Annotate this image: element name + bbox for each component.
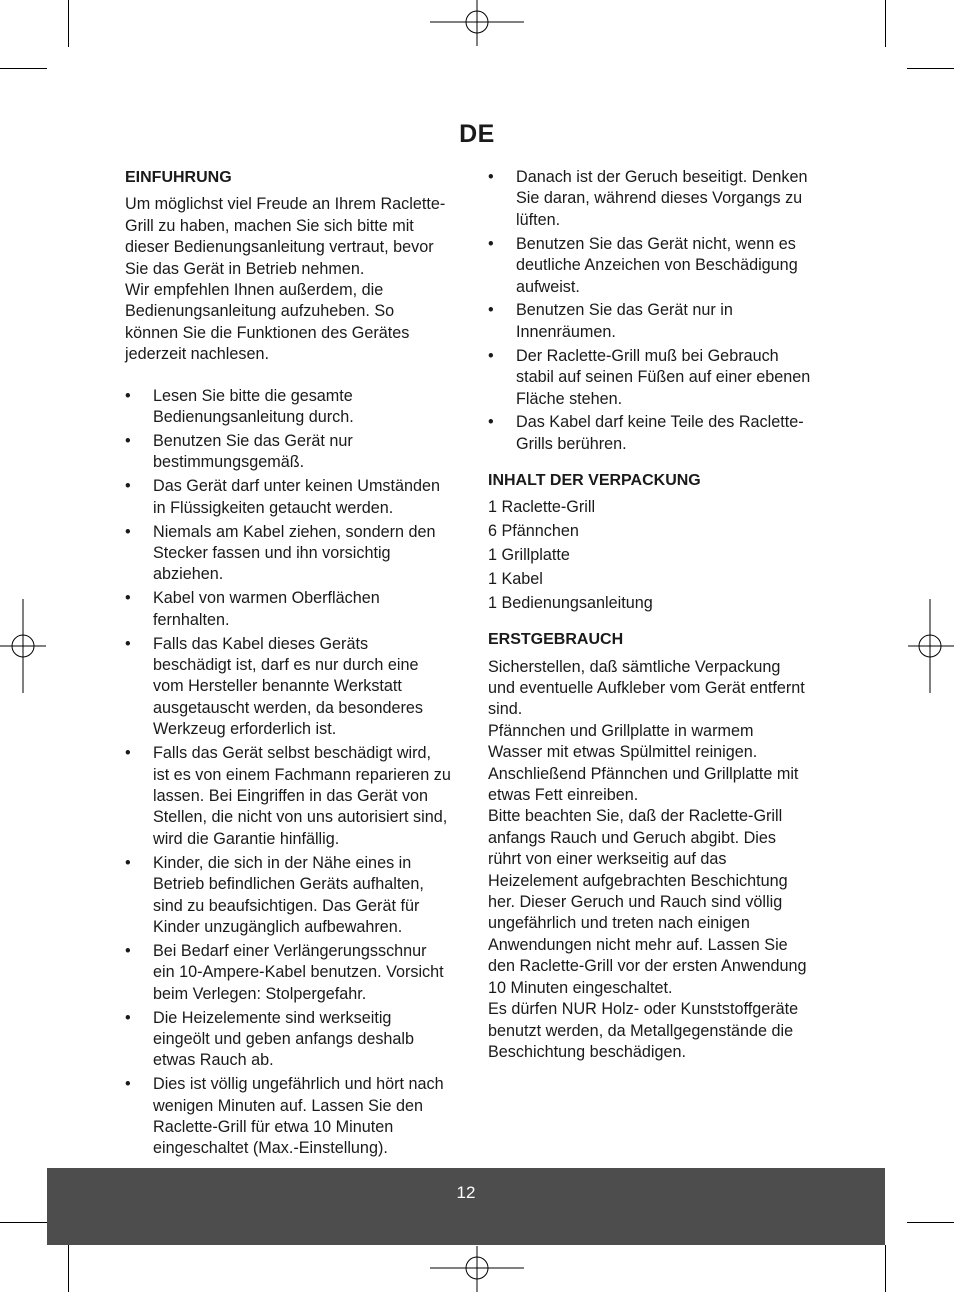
- first-use-paragraph: [488, 657, 833, 1064]
- crop-mark: [885, 0, 886, 47]
- first-use-line: Es dürfen NUR Holz- oder Kunststoffgeräte: [488, 1000, 799, 1019]
- list-item-line: Das Gerät darf unter keinen Umständen: [153, 477, 441, 496]
- list-item: [125, 522, 470, 586]
- crop-mark: [68, 1245, 69, 1292]
- right-column: [488, 167, 833, 1063]
- list-item-line: Dies ist völlig ungefährlich und hört nach: [153, 1075, 444, 1094]
- list-item: [125, 853, 470, 939]
- bullet-icon: •: [125, 431, 131, 450]
- bullet-icon: •: [125, 744, 131, 763]
- contents-item: 6 Pfännchen: [488, 522, 579, 541]
- intro-line: jederzeit nachlesen.: [125, 345, 269, 364]
- list-item-line: Der Raclette-Grill muß bei Gebrauch: [516, 346, 779, 365]
- list-item: [125, 386, 470, 429]
- list-item-line: Benutzen Sie das Gerät nicht, wenn es: [516, 234, 796, 253]
- first-use-line: den Raclette-Grill vor der ersten Anwendung: [488, 957, 807, 976]
- list-item-line: aufweist.: [516, 277, 580, 296]
- list-item-line: lassen. Bei Eingriffen in das Gerät von: [153, 786, 429, 805]
- first-use-line: benutzt werden, da Metallgegenstände die: [488, 1021, 794, 1040]
- list-item: [125, 1074, 470, 1160]
- list-item-line: Das Kabel darf keine Teile des Raclette-: [516, 413, 804, 432]
- list-item: [125, 476, 470, 519]
- list-item-line: Grills berühren.: [516, 434, 627, 453]
- list-item-line: Innenräumen.: [516, 322, 616, 341]
- bullet-icon: •: [125, 941, 131, 960]
- list-item-line: Benutzen Sie das Gerät nur: [153, 431, 353, 450]
- list-item-line: ausgetauscht werden, da besonderes: [153, 698, 423, 717]
- intro-line: können Sie die Funktionen des Gerätes: [125, 323, 410, 342]
- bullet-icon: •: [125, 589, 131, 608]
- contents-item: 1 Kabel: [488, 570, 543, 589]
- list-item-line: lüften.: [516, 210, 561, 229]
- list-item-line: stabil auf seinen Füßen auf einer ebenen: [516, 368, 811, 387]
- bullet-icon: •: [125, 634, 131, 653]
- list-item-line: Die Heizelemente sind werkseitig: [153, 1008, 392, 1027]
- intro-paragraph: [125, 194, 470, 365]
- crop-mark: [907, 68, 954, 69]
- list-item-line: abziehen.: [153, 565, 224, 584]
- safety-list: [125, 386, 470, 1160]
- intro-line: Bedienungsanleitung aufzuheben. So: [125, 302, 395, 321]
- first-use-line: Bitte beachten Sie, daß der Raclette-Grill: [488, 807, 783, 826]
- list-item-line: eingeschaltet (Max.-Einstellung).: [153, 1139, 388, 1158]
- list-item-line: Kinder unzugänglich aufbewahren.: [153, 917, 403, 936]
- safety-list-continued: [488, 167, 833, 455]
- page-number: 12: [456, 1183, 476, 1202]
- list-item: [125, 941, 470, 1005]
- list-item-line: Stecker fassen und ihn vorsichtig: [153, 544, 391, 562]
- list-item-line: Fläche stehen.: [516, 389, 623, 408]
- list-item-line: Sie daran, während dieses Vorgangs zu: [516, 189, 803, 208]
- list-item: [488, 346, 833, 410]
- intro-line: Um möglichst viel Freude an Ihrem Raclette-: [125, 195, 446, 214]
- bullet-icon: •: [488, 234, 494, 253]
- intro-line: Grill zu haben, machen Sie sich bitte mit: [125, 216, 414, 235]
- list-item: [125, 743, 470, 850]
- bullet-icon: •: [125, 1008, 131, 1027]
- list-item-line: ein 10-Ampere-Kabel benutzen. Vorsicht: [153, 963, 444, 982]
- list-item-line: fernhalten.: [153, 610, 230, 629]
- list-item-line: etwas Rauch ab.: [153, 1051, 274, 1070]
- list-item: [488, 412, 833, 455]
- bullet-icon: •: [488, 168, 494, 186]
- list-item: [125, 588, 470, 631]
- first-use-line: Heizelement aufgebrachten Beschichtung: [488, 871, 788, 890]
- left-column: [125, 167, 470, 1162]
- list-item-line: bestimmungsgemäß.: [153, 453, 305, 472]
- registration-mark-top: [430, 0, 524, 46]
- list-item-line: Danach ist der Geruch beseitigt. Denken: [516, 168, 808, 186]
- first-use-heading: ERSTGEBRAUCH: [488, 631, 624, 649]
- intro-line: Sie das Gerät in Betrieb nehmen.: [125, 259, 365, 278]
- list-item: [488, 300, 833, 343]
- list-item-line: Kabel von warmen Oberflächen: [153, 589, 380, 608]
- registration-mark-bottom: [430, 1246, 524, 1292]
- list-item-line: Lesen Sie bitte die gesamte: [153, 386, 353, 405]
- list-item-line: wenigen Minuten auf. Lassen Sie den: [153, 1096, 423, 1115]
- bullet-icon: •: [125, 522, 131, 541]
- bullet-icon: •: [125, 853, 131, 872]
- list-item-line: Falls das Kabel dieses Geräts: [153, 634, 369, 653]
- contents-item: 1 Bedienungsanleitung: [488, 594, 653, 613]
- crop-mark: [907, 1222, 954, 1223]
- list-item: [488, 234, 833, 298]
- first-use-line: Beschichtung beschädigen.: [488, 1042, 686, 1061]
- footer-bar: [47, 1168, 885, 1245]
- list-item-line: Kinder, die sich in der Nähe eines in: [153, 853, 412, 872]
- list-item-line: Werkzeug erforderlich ist.: [153, 720, 337, 739]
- list-item-line: eingeölt und geben anfangs deshalb: [153, 1029, 415, 1048]
- list-item: [125, 431, 470, 474]
- list-item-line: vom Hersteller benannte Werkstatt: [153, 677, 402, 696]
- bullet-icon: •: [488, 301, 494, 320]
- list-item-line: deutliche Anzeichen von Beschädigung: [516, 256, 798, 275]
- registration-mark-right: [908, 599, 954, 693]
- list-item-line: Raclette-Grill für etwa 10 Minuten: [153, 1118, 394, 1137]
- contents-item: 1 Raclette-Grill: [488, 498, 596, 517]
- crop-mark: [885, 1245, 886, 1292]
- list-item-line: Bei Bedarf einer Verlängerungsschnur: [153, 941, 427, 960]
- first-use-line: Wasser mit etwas Spülmittel reinigen.: [488, 743, 758, 762]
- list-item-line: beschädigt ist, darf es nur durch eine: [153, 656, 419, 675]
- list-item-line: wird die Garantie hinfällig.: [153, 829, 340, 848]
- bullet-icon: •: [488, 413, 494, 432]
- first-use-line: 10 Minuten eingeschaltet.: [488, 978, 673, 997]
- list-item-line: beim Verlegen: Stolpergefahr.: [153, 984, 367, 1003]
- list-item-line: Falls das Gerät selbst beschädigt wird,: [153, 744, 432, 763]
- first-use-line: Anwendungen nicht mehr auf. Lassen Sie: [488, 935, 788, 954]
- list-item-line: Niemals am Kabel ziehen, sondern den: [153, 522, 436, 541]
- first-use-line: Sicherstellen, daß sämtliche Verpackung: [488, 657, 781, 676]
- first-use-line: sind.: [488, 700, 523, 719]
- list-item: [125, 634, 470, 741]
- intro-heading: EINFUHRUNG: [125, 169, 232, 186]
- bullet-icon: •: [125, 477, 131, 496]
- contents-heading: INHALT DER VERPACKUNG: [488, 471, 701, 489]
- language-heading: DE: [459, 120, 495, 148]
- contents-list: [488, 497, 833, 614]
- intro-line: Wir empfehlen Ihnen außerdem, die: [125, 281, 384, 300]
- first-use-line: anfangs Rauch und Geruch abgibt. Dies: [488, 828, 776, 847]
- list-item-line: sind zu beaufsichtigen. Das Gerät für: [153, 896, 420, 915]
- list-item-line: Betrieb befindlichen Geräts aufhalten,: [153, 875, 424, 894]
- list-item: [488, 167, 833, 231]
- first-use-line: ungefährlich und treten nach einigen: [488, 914, 750, 933]
- first-use-line: rührt von einer werkseitig auf das: [488, 850, 727, 869]
- list-item-line: Bedienungsanleitung durch.: [153, 408, 354, 427]
- first-use-line: etwas Fett einreiben.: [488, 786, 639, 805]
- crop-mark: [0, 1222, 47, 1223]
- bullet-icon: •: [125, 1075, 131, 1094]
- bullet-icon: •: [488, 346, 494, 365]
- list-item-line: Stellen, die nicht von uns autorisiert sind,: [153, 808, 448, 827]
- list-item: [125, 1008, 470, 1072]
- list-item-line: in Flüssigkeiten getaucht werden.: [153, 498, 394, 517]
- first-use-line: Pfännchen und Grillplatte in warmem: [488, 721, 754, 740]
- first-use-line: Anschließend Pfännchen und Grillplatte mit: [488, 764, 799, 783]
- list-item-line: Benutzen Sie das Gerät nur in: [516, 301, 733, 320]
- first-use-line: her. Dieser Geruch und Rauch sind völlig: [488, 893, 783, 912]
- contents-item: 1 Grillplatte: [488, 546, 570, 565]
- first-use-line: und eventuelle Aufkleber vom Gerät entfernt: [488, 679, 805, 697]
- bullet-icon: •: [125, 386, 131, 405]
- crop-mark: [68, 0, 69, 47]
- crop-mark: [0, 68, 47, 69]
- list-item-line: ist es von einem Fachmann reparieren zu: [153, 765, 451, 784]
- registration-mark-left: [0, 599, 46, 693]
- intro-line: dieser Bedienungsanleitung vertraut, bevor: [125, 238, 434, 257]
